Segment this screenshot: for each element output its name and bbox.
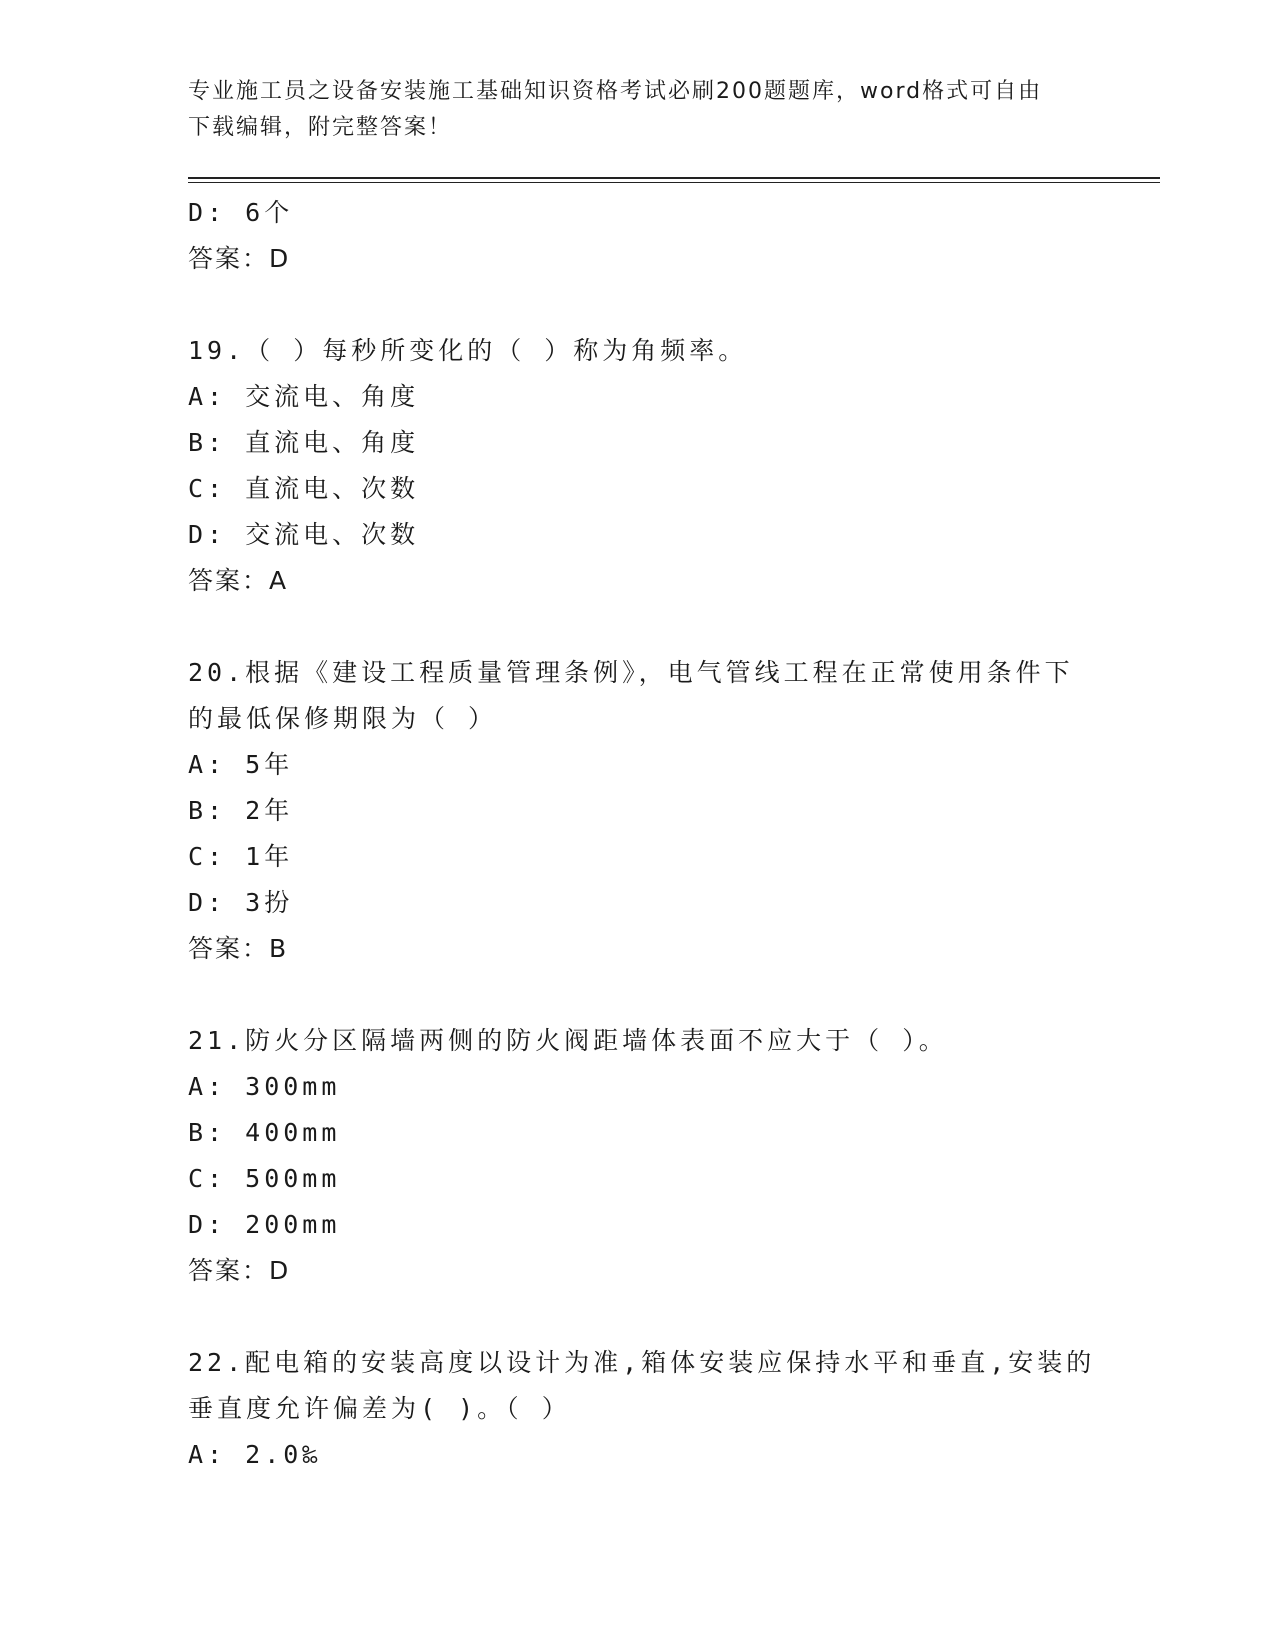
spacer [188,972,1088,1018]
question-20-option-c: C: 1年 [188,842,294,871]
question-19-option-d: D: 交流电、次数 [188,520,420,549]
question-21-option-b: B: 400mm [188,1118,341,1147]
question-19-stem: 19.（ ）每秒所变化的（ ）称为角频率。 [188,336,748,365]
header-divider-thick [188,177,1160,179]
question-list [188,190,1096,1478]
spacer [188,282,1088,328]
question-19-option-b: B: 直流电、角度 [188,428,420,457]
question-20-option-d: D: 3扮 [188,888,294,917]
question-21-option-d: D: 200mm [188,1210,341,1239]
question-21-answer: 答案：D [188,1256,291,1285]
header-line-1: 专业施工员之设备安装施工基础知识资格考试必刷200题题库，word格式可自由 [188,79,1043,104]
question-19-option-c: C: 直流电、次数 [188,474,420,503]
spacer [188,1294,1088,1340]
question-22-option-a: A: 2.0‰ [188,1440,322,1469]
question-22-stem-line-2: 垂直度允许偏差为( )。（ ） [188,1394,571,1423]
prev-question-option-d: D: 6个 [188,198,294,227]
question-19-answer: 答案：A [188,566,289,595]
question-20-stem-line-2: 的最低保修期限为（ ） [188,704,498,733]
spacer [188,604,1088,650]
question-20-option-a: A: 5年 [188,750,294,779]
header-line-2: 下载编辑，附完整答案！ [188,115,453,140]
question-19-option-a: A: 交流电、角度 [188,382,420,411]
header-divider-thin [188,182,1160,183]
question-20-answer: 答案：B [188,934,289,963]
document-header [188,74,1088,146]
question-21-stem: 21.防火分区隔墙两侧的防火阀距墙体表面不应大于（ ）。 [188,1026,948,1055]
question-21-option-a: A: 300mm [188,1072,341,1101]
question-21-option-c: C: 500mm [188,1164,341,1193]
question-20-option-b: B: 2年 [188,796,294,825]
question-20-stem-line-1: 20.根据《建设工程质量管理条例》，电气管线工程在正常使用条件下 [188,658,1074,687]
prev-question-answer: 答案：D [188,244,291,273]
question-22-stem-line-1: 22.配电箱的安装高度以设计为准,箱体安装应保持水平和垂直,安装的 [188,1348,1096,1377]
